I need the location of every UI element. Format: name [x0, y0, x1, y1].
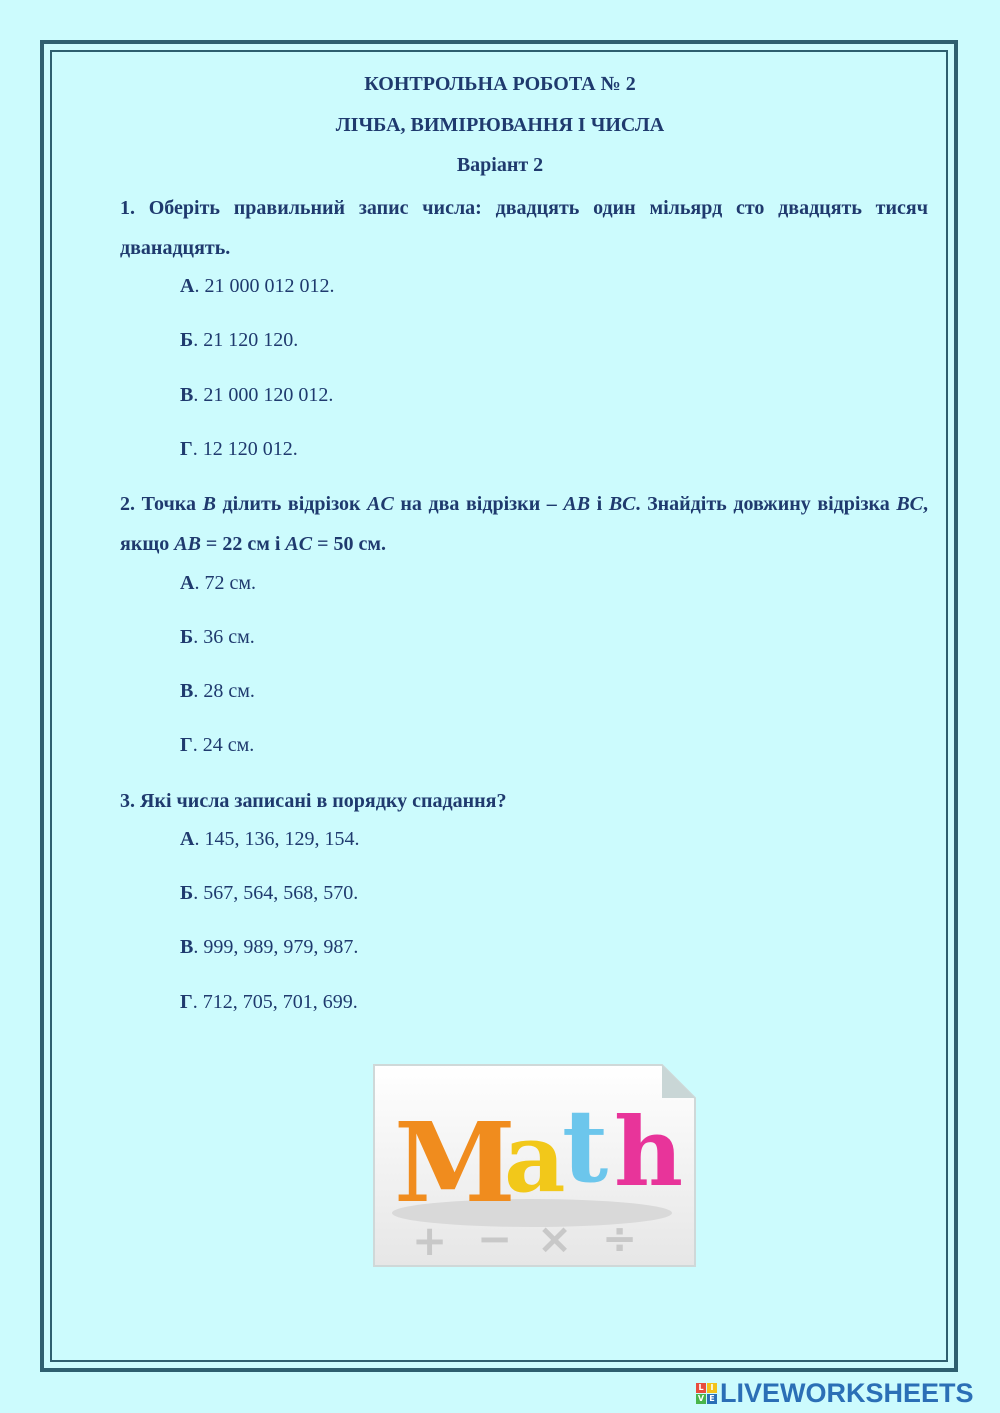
q2-answer-a[interactable]	[180, 572, 256, 595]
question-3: 3. Які числа записані в порядку спадання?	[120, 790, 507, 812]
math-illustration	[372, 1063, 697, 1268]
answer-letter: Г	[180, 438, 193, 460]
answer-letter: Б	[180, 329, 194, 351]
answer-text: . 999, 989, 979, 987.	[193, 936, 359, 958]
question-1: 1. Оберіть правильний запис числа: двадцять один мільярд сто двадцять тисяч дванадцять.	[120, 197, 928, 259]
logo-grid-cell: E	[707, 1394, 717, 1404]
q3-answer-a[interactable]	[180, 828, 359, 851]
liveworksheets-logo[interactable]	[696, 1378, 974, 1408]
answer-text: . 28 см.	[193, 680, 255, 702]
divide-icon: ÷	[602, 1214, 638, 1263]
q1-answer-c[interactable]	[180, 384, 333, 407]
test-title: КОНТРОЛЬНА РОБОТА № 2	[364, 73, 636, 95]
answer-letter: Г	[180, 734, 193, 756]
answer-letter: Б	[180, 626, 194, 648]
variant-label: Варіант 2	[456, 154, 544, 176]
answer-text: . 24 см.	[192, 734, 255, 756]
q3-answer-c[interactable]	[180, 936, 358, 959]
logo-text: LIVEWORKSHEETS	[720, 1377, 974, 1408]
logo-grid-cell: V	[697, 1393, 705, 1403]
answer-letter: А	[180, 572, 195, 594]
math-letter-a: a	[504, 1103, 566, 1214]
q3-answer-b[interactable]	[180, 882, 358, 905]
test-subtitle: ЛІЧБА, ВИМІРЮВАННЯ І ЧИСЛА	[335, 114, 665, 136]
answer-text: . 12 120 012.	[192, 438, 298, 460]
multiply-icon: ×	[537, 1214, 573, 1263]
answer-text: . 145, 136, 129, 154.	[194, 828, 360, 850]
plus-icon: +	[412, 1216, 448, 1265]
logo-grid-icon	[696, 1383, 717, 1404]
minus-icon: −	[477, 1214, 513, 1263]
answer-letter: А	[180, 828, 195, 850]
q2-answer-b[interactable]	[180, 626, 255, 649]
answer-letter: В	[180, 680, 194, 702]
answer-text: . 21 000 012 012.	[194, 275, 335, 297]
answer-letter: Г	[180, 991, 193, 1013]
answer-text: . 567, 564, 568, 570.	[193, 882, 359, 904]
answer-text: . 21 000 120 012.	[193, 384, 334, 406]
logo-grid-cell: I	[707, 1383, 717, 1393]
q2-answer-d[interactable]	[180, 734, 254, 757]
q1-answer-b[interactable]	[180, 329, 298, 352]
answer-text: . 712, 705, 701, 699.	[192, 991, 358, 1013]
math-letter-m: M	[394, 1098, 516, 1227]
q3-answer-d[interactable]	[180, 991, 358, 1014]
answer-letter: В	[180, 384, 194, 406]
q2-answer-c[interactable]	[180, 680, 255, 703]
math-letter-h: h	[614, 1097, 684, 1208]
q1-answer-a[interactable]	[180, 275, 334, 298]
answer-text: . 36 см.	[193, 626, 255, 648]
answer-text: . 21 120 120.	[193, 329, 299, 351]
answer-letter: Б	[180, 882, 194, 904]
answer-text: . 72 см.	[194, 572, 256, 594]
logo-grid-cell: L	[696, 1383, 706, 1393]
answer-letter: А	[180, 275, 195, 297]
question-2: 2. Точка B ділить відрізок AC на два відрізки – AB і BC. Знайдіть довжину відрізка BC, якщо AB = 22 см і AC = 50 см.	[120, 493, 928, 555]
answer-letter: В	[180, 936, 194, 958]
math-letter-t: t	[562, 1087, 609, 1205]
q1-answer-d[interactable]	[180, 438, 298, 461]
